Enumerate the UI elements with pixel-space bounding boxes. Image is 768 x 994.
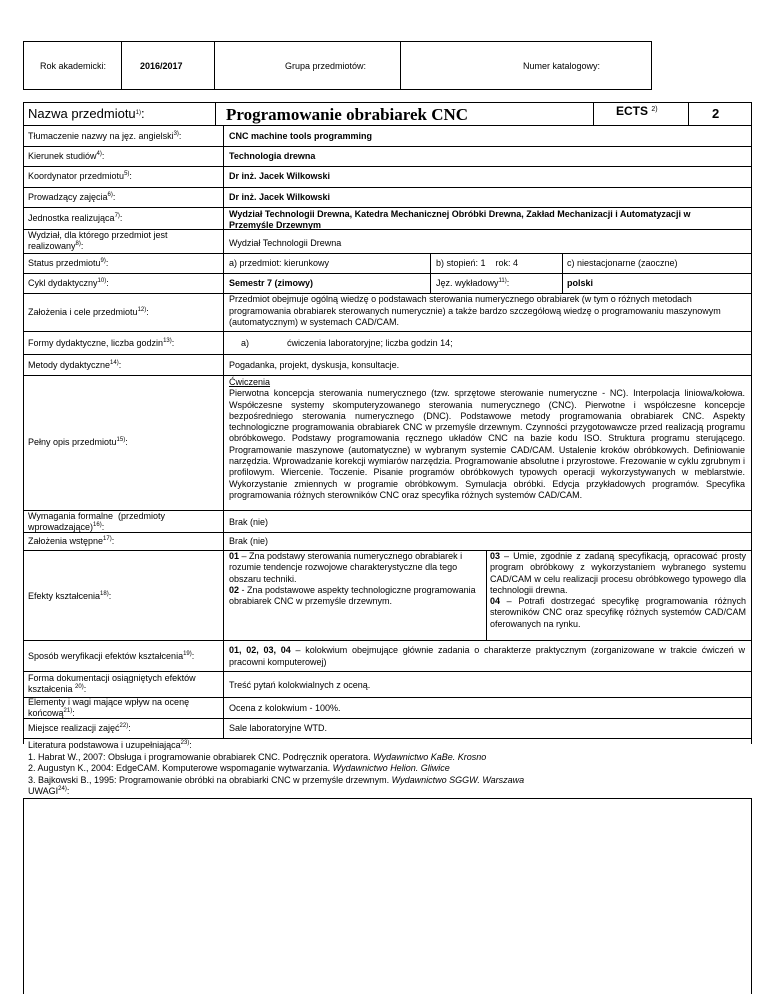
literature-section (28, 740, 748, 798)
prerequisites-label: Założenia wstępne$^{17)}$: (28, 536, 115, 546)
requirements-value: Brak (nie) (229, 517, 269, 527)
grading-label: Elementy i wagi mające wpływ na ocenę końcową$^{21)}$: (28, 697, 190, 718)
ects-value: 2 (712, 106, 720, 121)
remarks-label: UWAGI$^{24)}$: (28, 786, 70, 796)
status-a: a) przedmiot: kierunkowy (229, 258, 330, 268)
status-c: c) niestacjonarne (zaoczne) (567, 258, 678, 268)
ects-label: ECTS $^{2)}$ (616, 104, 658, 118)
outcomes-left (229, 551, 479, 607)
literature-item-2: 2. Augustyn K., 2004: EdgeCAM. Komputerowe wspomaganie wytwarzania. Wydawnictwo Helion. Gliwice (28, 763, 450, 773)
rok-value: 2016/2017 (140, 61, 183, 71)
translation-value: CNC machine tools programming (229, 131, 373, 141)
prerequisites-value: Brak (nie) (229, 536, 269, 546)
numer-label: Numer katalogowy: (523, 61, 601, 71)
requirements-label: Wymagania formalne (przedmioty wprowadzające)$^{16)}$: (28, 511, 165, 532)
status-b: b) stopień: 1 rok: 4 (436, 258, 519, 268)
grading-value: Ocena z kolokwium - 100%. (229, 703, 341, 713)
rok-label: Rok akademicki: (40, 61, 107, 71)
location-value: Sale laboratoryjne WTD. (229, 723, 328, 733)
methods-value: Pogadanka, projekt, dyskusja, konsultacje. (229, 360, 400, 370)
description-heading: Ćwiczenia (229, 377, 271, 387)
unit-label: Jednostka realizująca$^{7)}$: (28, 213, 123, 223)
location-label: Miejsce realizacji zajęć$^{22)}$: (28, 723, 131, 733)
outcome-01: 01 – Zna podstawy sterowania numerycznego obrabiarek i rozumie tendencje rozwojowe charakterystyczne dla tego obszaru techniki. (229, 551, 463, 584)
goals-value: Przedmiot obejmuje ogólną wiedzę o podstawach sterowania numerycznego obrabiarek (w tym o różnych metodach programowania obrabiarek sterowanych numerycznie) a także bardzo szczegółową wiedzę o programowaniu maszynowym (automatycznym) w systemach CAD/CAM. (229, 294, 721, 327)
outcomes-right (490, 551, 746, 630)
verification-value: 01, 02, 03, 04 – kolokwium obejmujące głównie zadania o charakterze praktycznym (zorganizowane w trakcie ćwiczeń w pracowni komputerowej) (229, 645, 745, 667)
instructor-value: Dr inż. Jacek Wilkowski (229, 192, 330, 202)
literature-item-3: 3. Bajkowski B., 1995: Programowanie obróbki na obrabiarki CNC w przemyśle drzewnym. Wydawnictwo SGGW. Warszawa (28, 774, 525, 785)
cycle-value: Semestr 7 (zimowy) (229, 278, 314, 288)
language-label: Jęz. wykładowy$^{11)}$: (436, 278, 510, 288)
methods-label: Metody dydaktyczne$^{14)}$: (28, 360, 122, 370)
status-label: Status przedmiotu$^{9)}$: (28, 258, 109, 268)
language-value: polski (567, 278, 594, 288)
outcome-02: 02 - Zna podstawowe aspekty technologiczne programowania obrabiarek CNC w przemyśle drzewnym. (229, 584, 476, 607)
field-of-study-label: Kierunek studiów$^{4)}$: (28, 151, 105, 161)
description-text: Pierwotna koncepcja sterowania numerycznego (tzw. sprzętowe sterowanie numeryczne - NC). Interpolacja liniowa/kołowa. Współczesne systemy skomputeryzowanego sterowania numerycznego (CNC). Pierwotne i współczesne koncepcje bezpośredniego sterowania numerycznego (DNC). Podstawowe metody programowania obrabiarek CNC. Aspekty technologiczne programowania obrabiarek CNC w przemyśle drzewnym. Czynności przygotowawcze przed realizacją programu obróbkowego. Podstawy programowania ręcznego układów CNC na bazie kodu ISO. Struktura programu sterującego. Programowanie maszynowe (automatyczne) w wybranym systemie CAD/CAM. Ustalenie kroków obróbkowych. Definiowanie narzędzia. Wprowadzanie korekcji wymiarów narzędzia. Programowanie absolutne i przyrostowe. Frezowanie w cyklu zgrubnym i profilowym. Wiercenie. Toczenie. Pisanie programów obróbkowych typowych operacji wykorzystywanych w meblarstwie. Wykorzystanie zmiennych w programie obróbkowym. Symulacja obróbki. Edycja przykładowych programów. Specyfika programowania różnych sterowników CNC oraz specyfika różnych systemów CAD/CAM. (229, 388, 745, 500)
forms-label: Formy dydaktyczne, liczba godzin$^{13)}$: (28, 338, 175, 348)
literature-label: Literatura podstawowa i uzupełniająca$^{23)}$: (28, 740, 192, 750)
coordinator-label: Koordynator przedmiotu$^{5)}$: (28, 171, 132, 181)
grupa-label: Grupa przedmiotów: (285, 61, 367, 71)
forms-marker: a) (241, 338, 250, 348)
field-of-study-value: Technologia drewna (229, 151, 316, 161)
verification-label: Sposób weryfikacji efektów kształcenia$^{19)}$: (28, 651, 195, 661)
faculty-label: Wydział, dla którego przedmiot jest realizowany$^{8)}$: (28, 230, 168, 251)
faculty-value: Wydział Technologii Drewna (229, 238, 342, 248)
coordinator-value: Dr inż. Jacek Wilkowski (229, 171, 330, 181)
translation-label: Tłumaczenie nazwy na jęz. angielski$^{3)}$: (28, 131, 182, 141)
outcome-03: 03 – Umie, zgodnie z zadaną specyfikacją, opracować prosty program obróbkowy z wykorzystaniem wybranego systemu CAD/CAM w celu realizacji procesu obróbkowego typowego dla technologii drewna. (490, 551, 746, 595)
outcomes-label: Efekty kształcenia$^{18)}$: (28, 591, 112, 601)
description-cell (229, 377, 745, 501)
literature-item-1: 1. Habrat W., 2007: Obsługa i programowanie obrabiarek CNC. Podręcznik operatora. Wydawnictwo KaBe. Krosno (28, 751, 487, 762)
documentation-label: Forma dokumentacji osiągniętych efektów kształcenia $^{20)}$: (28, 673, 196, 694)
forms-value: ćwiczenia laboratoryjne; liczba godzin 14; (287, 338, 453, 348)
outcome-04: 04 – Potrafi dostrzegać specyfikę programowania różnych sterowników CNC oraz specyfikę różnych systemów CAD/CAM oferowanych na rynku. (490, 596, 746, 629)
course-title: Programowanie obrabiarek CNC (226, 105, 469, 124)
description-label: Pełny opis przedmiotu$^{15)}$: (28, 437, 128, 447)
goals-label: Założenia i cele przedmiotu$^{12)}$: (28, 307, 149, 317)
unit-value: Wydział Technologii Drewna, Katedra Mechanicznej Obróbki Drewna, Zakład Mechanizacji i Automatyzacji w Przemyśle Drzewnym (229, 209, 691, 230)
instructor-label: Prowadzący zajęcia$^{6)}$: (28, 192, 116, 202)
documentation-value: Treść pytań kolokwialnych z oceną. (229, 680, 371, 690)
cycle-label: Cykl dydaktyczny$^{10)}$: (28, 278, 109, 288)
nazwa-label: Nazwa przedmiotu$^{1)}$: (28, 106, 145, 121)
